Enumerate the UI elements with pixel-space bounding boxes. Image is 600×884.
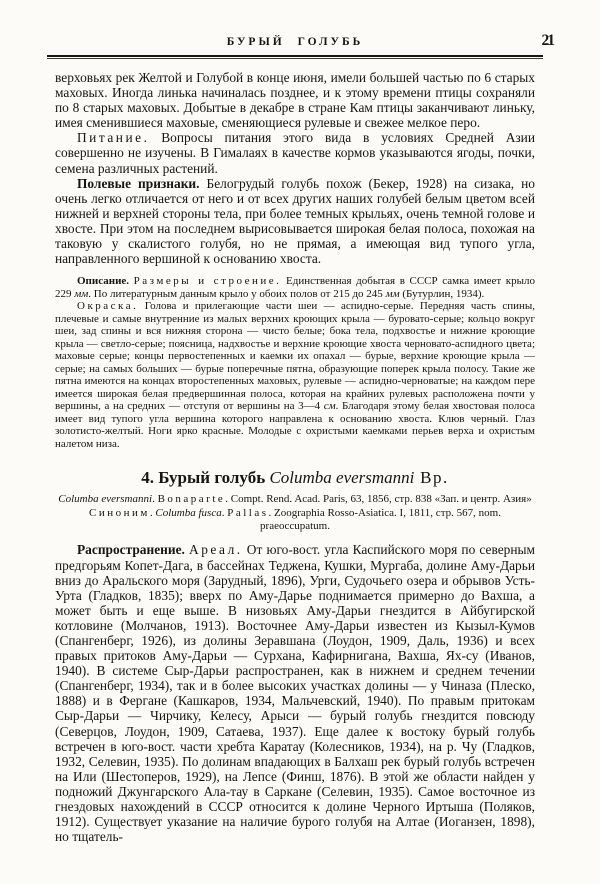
text-segment: От юго-вост. угла Каспийского моря по северным предгорьям Копет-Дага, в бассейнах Теджена, Кушки, Мургаба, долине Аму-Дарьи вниз до Аральского моря (Зарудный, 1896), Урги, Судочьего озера и обрывов Усть-Урта (Гладков, 1835); вверх по Аму-Дарье поднимается примерно до Вахша, а может быть и еще выше. В низовьях Аму-Дарьи гнездится в Айбугирской котловине (Молчанов, 1913). Восточнее Аму-Дарьи известен из Кызыл-Кумов (Спангенберг, 1926), из долины Зеравшана (Лоудон, 1909, Даль, 1936) и всех правых притоков Аму-Дарьи — Сурхана, Кафирнигана, Вахша, Ях-су (Иванов, 1940). В системе Сыр-Дарьи распространен, как в нижнем и среднем течении (Спангенберг, 1934), так и в более высоких участках долины — у Чиназа (Плеско, 1888) и в Фергане (Кашкаров, 1934, Мальчевский, 1940). По правым притокам Сыр-Дарьи — Чирчику, Келесу, Арыси — бурый голубь гнездится повсюду (Северцов, Лоудон, 1909, Сатаева, 1937). Еще далее к востоку бурый голубь встречен в юго-вост. части хребта Каратау (Колесников, 1934), на р. Чу (Гладков, 1932, Селевин, 1935). По долинам впадающих в Балхаш рек бурый голубь встречен на Или (Шестоперов, 1929), на Лепсе (Финш, 1876). В этой же области найден у подножий Джунгарского Ала-тау в Саркане (Селевин, 1935). Самое восточное из гнездовых нахождений в СССР относится к долине Черного Иртыша (Поляков, 1912). Существует указание на наличие бурого голубя на Алтае (Иоганзен, 1898), но тщатель-	[55, 542, 535, 845]
text-segment: Голова и прилегающие части шеи — аспидно-серые. Передняя часть спины, плечевые и самые внутренние из малых верхних кроющих крыла — буровато-серые; кольцо вокруг шеи, зад спины и вся нижняя сторона — чисто белые; бока тела, подхвостье и нижние кроющие крыла — светло-серые; поясница, надхвостье и верхние кроющие хвоста черновато-аспидного цвета; маховые серые; концы первостепенных и каемки их опахал — бурые, верхние кроющие крыла — серые; на самых больших — бурые поперечные пятна, образующие поперек крыла полосу. Такие же пятна имеются на концах второстепенных маховых, рулевые — аспидно-черноватые; на каждом пере имеется широкая белая предвершинная полоса, которая на крайних рулевых расположена почти у вершины, а на средних — отступя от вершины на 3—4	[55, 300, 535, 413]
text-segment: мм	[74, 287, 89, 300]
text-segment: Вопросы питания этого вида в условиях Средней Азии совершенно не изучены. В Гималаях в качестве кормов указываются ягоды, почки, семена различных растений.	[55, 130, 535, 176]
text-segment: Размеры и строение.	[133, 275, 282, 288]
text-segment: Columba eversmanni	[58, 493, 153, 506]
paragraph-distribution	[55, 542, 535, 844]
species-heading	[55, 467, 535, 488]
page-header	[55, 32, 553, 52]
text-segment: Единственная добытая в СССР самка имеет крыло 229	[55, 275, 536, 300]
text-segment: Распространение.	[77, 542, 185, 558]
text-segment: .	[149, 506, 156, 519]
text-segment: Окраска.	[77, 300, 139, 313]
text-segment: . По литературным данным крыло у обоих полов от 215 до 245	[88, 287, 386, 300]
text-segment: Питание.	[77, 130, 150, 146]
text-segment: 4. Бурый голубь	[141, 468, 270, 488]
paragraph-moult-continuation	[55, 70, 535, 130]
text-segment: Columba fusca	[155, 506, 222, 519]
text-segment: Описание.	[77, 275, 130, 288]
text-segment: . Compt. Rend. Acad. Paris, 63, 1856, стр. 838 «Зап. и центр. Азия»	[225, 493, 532, 506]
text-segment: (Бутурлин, 1934).	[399, 287, 485, 300]
running-title: БУРЫЙ ГОЛУБЬ	[226, 36, 364, 48]
article-body	[55, 70, 535, 844]
bibliography-entry-2	[55, 507, 535, 534]
text-segment: Ареал.	[189, 542, 243, 558]
text-segment: Bonaparte	[157, 493, 226, 506]
text-segment: мм	[385, 287, 400, 300]
text-segment: Columba eversmanni	[269, 468, 415, 488]
text-segment: . Zoographia Rosso-Asiatica. I, 1811, стр. 567, nom. praeoccupatum.	[260, 506, 501, 533]
text-segment: . Благодаря этому белая хвостовая полоса имеет вид тупого угла вершина которого направлена к основанию хвоста. Клюв черный. Глаз золотисто-желтый. Ноги ярко красные. Молодые с охристыми каемками перьев верха и охристым налетом низа.	[55, 400, 536, 450]
paragraph-field-marks	[55, 176, 535, 267]
text-segment: Синоним	[89, 506, 150, 519]
text-segment: Белогрудый голубь похож (Бекер, 1928) на сизака, но очень легко отличается от него и от всех других наших голубей белым цветом всей нижней и верхней стороны тела, при более темных крыльях, очень темной голове и хвосте. При этом на последнем вырисовывается широкая белая полоса, похожая на таковую у скалистого голубя, но не прямая, а имеющая вид тупого угла, направленного вершиной к основанию хвоста.	[55, 175, 535, 267]
text-segment: Полевые признаки.	[77, 175, 200, 191]
text-segment: Вр.	[414, 468, 449, 488]
page-number: 21	[541, 32, 553, 49]
paragraph-description-size	[55, 275, 535, 300]
text-segment: Pallas	[227, 506, 269, 519]
text-segment: .	[152, 493, 158, 506]
paragraph-feeding	[55, 130, 535, 175]
text-segment: см	[323, 400, 336, 413]
text-segment: .	[221, 506, 228, 519]
bibliography-entry-1	[55, 493, 535, 506]
text-segment: верховьях рек Желтой и Голубой в конце июня, имели большей частью по 6 старых маховых. Иногда линька начиналась позднее, и к этому времени птицы сохраняли по 8 старых маховых. Добытые в декабре в стране Кам птицы заканчивают линьку, имея сменившиеся маховые, сменяющиеся рулевые и свежее мелкое перо.	[55, 70, 535, 131]
header-rule	[47, 55, 543, 59]
paragraph-description-coloration	[55, 300, 535, 450]
